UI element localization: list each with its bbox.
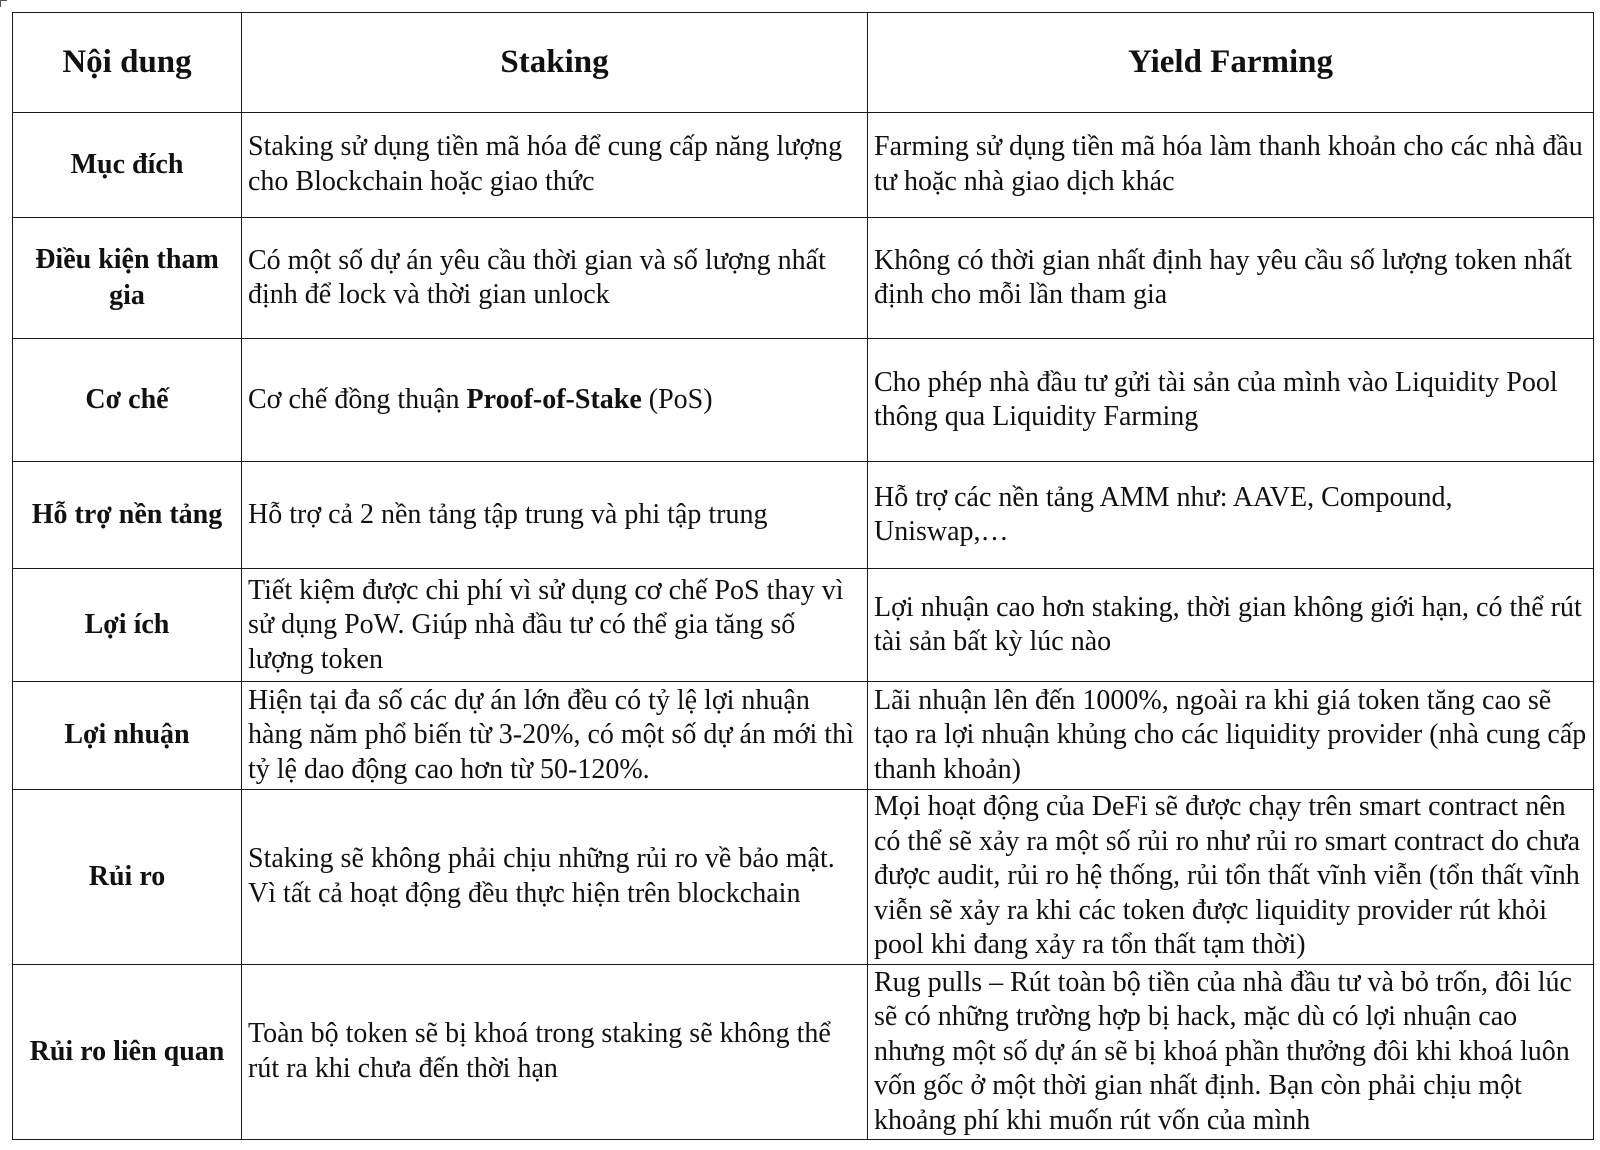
farming-cell: Lợi nhuận cao hơn staking, thời gian không giới hạn, có thể rút tài sản bất kỳ lúc nào — [868, 569, 1594, 682]
staking-cell: Staking sẽ không phải chịu những rủi ro về bảo mật. Vì tất cả hoạt động đều thực hiện trên blockchain — [242, 789, 868, 964]
staking-cell: Hiện tại đa số các dự án lớn đều có tỷ lệ lợi nhuận hàng năm phổ biến từ 3-20%, có một số dự án mới thì tỷ lệ dao động cao hơn từ 50-120%. — [242, 682, 868, 789]
farming-cell: Rug pulls – Rút toàn bộ tiền của nhà đầu tư và bỏ trốn, đôi lúc sẽ có những trường hợp bị hack, mặc dù có lợi nhuận cao nhưng một số dự án sẽ bị khoá phần thưởng đôi khi khoá luôn vốn gốc ở một thời gian nhất định. Bạn còn phải chịu một khoảng phí khi muốn rút vốn của mình — [868, 964, 1594, 1139]
row-label: Điều kiện tham gia — [13, 217, 242, 338]
farming-cell: Mọi hoạt động của DeFi sẽ được chạy trên smart contract nên có thể sẽ xảy ra một số rủi ro như rủi ro smart contract do chưa được audit, rủi ro hệ thống, rủi tổn thất vĩnh viễn (tổn thất vĩnh viễn sẽ xảy ra khi các token được liquidity provider rút khỏi pool khi đang xảy ra tổn thất tạm thời) — [868, 789, 1594, 964]
header-row — [13, 13, 1594, 113]
farming-cell: Hỗ trợ các nền tảng AMM như: AAVE, Compound, Uniswap,… — [868, 462, 1594, 569]
comparison-table — [12, 12, 1594, 1140]
staking-text-bold: Proof-of-Stake — [466, 384, 642, 415]
table-row — [13, 339, 1594, 462]
table-row — [13, 217, 1594, 338]
staking-cell: Hỗ trợ cả 2 nền tảng tập trung và phi tập trung — [242, 462, 868, 569]
row-label: Rủi ro — [13, 789, 242, 964]
row-label: Hỗ trợ nền tảng — [13, 462, 242, 569]
table-row — [13, 462, 1594, 569]
staking-cell: Có một số dự án yêu cầu thời gian và số lượng nhất định để lock và thời gian unlock — [242, 217, 868, 338]
header-staking: Staking — [242, 13, 868, 113]
table-row — [13, 682, 1594, 789]
farming-cell: Lãi nhuận lên đến 1000%, ngoài ra khi giá token tăng cao sẽ tạo ra lợi nhuận khủng cho các liquidity provider (nhà cung cấp thanh khoản) — [868, 682, 1594, 789]
staking-cell: Tiết kiệm được chi phí vì sử dụng cơ chế PoS thay vì sử dụng PoW. Giúp nhà đầu tư có thể gia tăng số lượng token — [242, 569, 868, 682]
row-label: Lợi nhuận — [13, 682, 242, 789]
staking-text-suffix: (PoS) — [641, 384, 713, 415]
table-row — [13, 789, 1594, 964]
staking-cell: Staking sử dụng tiền mã hóa để cung cấp năng lượng cho Blockchain hoặc giao thức — [242, 112, 868, 217]
table-row — [13, 569, 1594, 682]
row-label: Cơ chế — [13, 339, 242, 462]
header-yield-farming: Yield Farming — [868, 13, 1594, 113]
table-row — [13, 112, 1594, 217]
farming-cell: Không có thời gian nhất định hay yêu cầu số lượng token nhất định cho mỗi lần tham gia — [868, 217, 1594, 338]
table-row — [13, 964, 1594, 1139]
staking-cell: Toàn bộ token sẽ bị khoá trong staking sẽ không thể rút ra khi chưa đến thời hạn — [242, 964, 868, 1139]
header-content: Nội dung — [13, 13, 242, 113]
row-label: Mục đích — [13, 112, 242, 217]
row-label: Rủi ro liên quan — [13, 964, 242, 1139]
staking-text-prefix: Cơ chế đồng thuận — [248, 384, 467, 415]
farming-cell: Cho phép nhà đầu tư gửi tài sản của mình vào Liquidity Pool thông qua Liquidity Farming — [868, 339, 1594, 462]
row-label: Lợi ích — [13, 569, 242, 682]
page-corner-mark — [0, 0, 7, 7]
farming-cell: Farming sử dụng tiền mã hóa làm thanh khoản cho các nhà đầu tư hoặc nhà giao dịch khác — [868, 112, 1594, 217]
staking-cell — [242, 339, 868, 462]
